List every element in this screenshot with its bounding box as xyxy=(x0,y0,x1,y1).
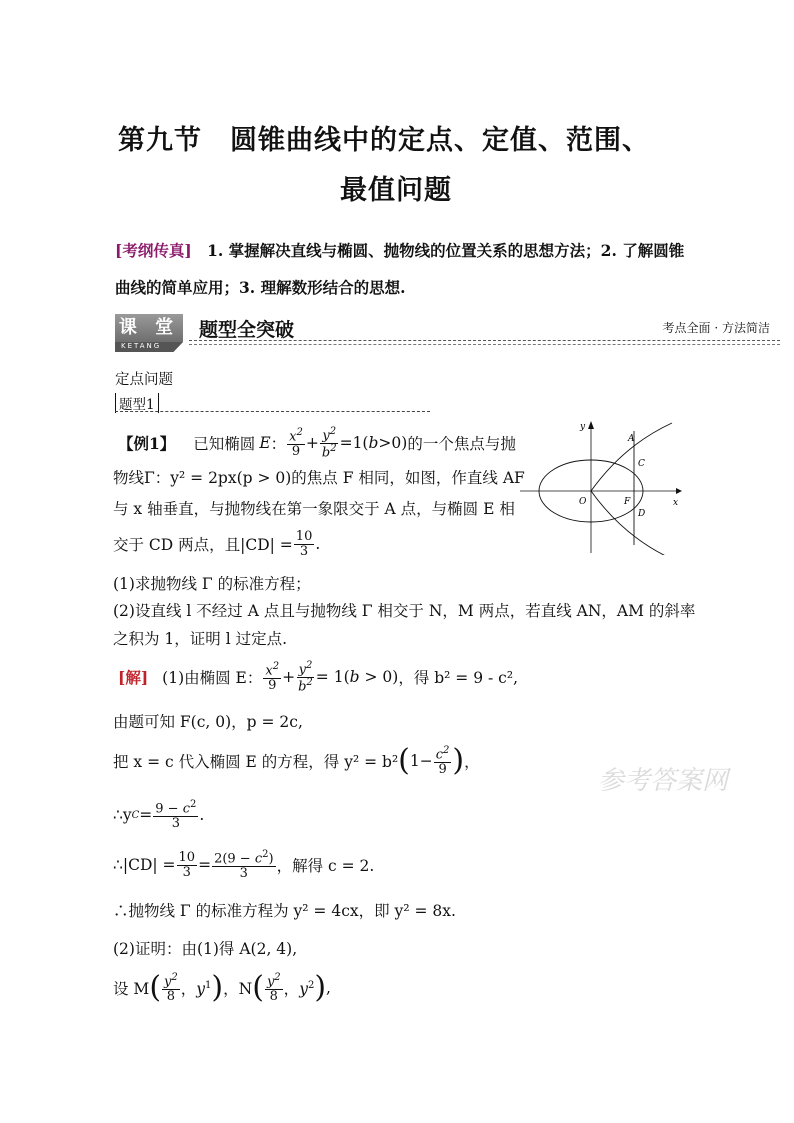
banner-tab-sub: KETANG xyxy=(121,342,162,350)
solution-s3-a: 把 x = c 代入椭圆 E 的方程，得 y² = b² xyxy=(113,753,399,771)
label-o: O xyxy=(579,497,587,507)
label-d: D xyxy=(638,509,646,519)
banner-rule-1 xyxy=(189,340,780,341)
type-rule xyxy=(115,411,430,412)
question-2a: (2)设直线 l 不经过 A 点且与抛物线 Γ 相交于 N，M 两点，若直线 AN，AM 的斜率 xyxy=(113,602,696,620)
type-label: 题型1 xyxy=(115,393,159,413)
solution-line7: (2)证明：由(1)得 A(2, 4), xyxy=(113,940,298,958)
watermark: 参考答案网 xyxy=(598,766,729,796)
page-title-line2: 最值问题 xyxy=(340,175,452,206)
banner-heading: 题型全突破 xyxy=(199,319,295,341)
sol-frac-x: $\frac{x^2}{9}$ xyxy=(265,660,280,693)
y-axis-arrow xyxy=(588,421,594,429)
solution-line3: 把 x = c 代入椭圆 E 的方程，得 y² = b² ( 1− $\frac{c^2}{9}$ ) ， xyxy=(113,743,480,778)
example-line1: 【例1】 已知椭圆 E ： $\frac{x^2}{9}$ + $\frac{y^2}{b^2}$ =1(b>0) 的一个焦点与抛 xyxy=(118,425,516,460)
sol-frac-y: $\frac{y^2}{b^2}$ xyxy=(298,659,313,694)
solution-s8-b: ，N xyxy=(223,980,253,998)
question-1: (1)求抛物线 Γ 的标准方程； xyxy=(113,575,311,593)
example-label: 【例1】 xyxy=(118,434,176,453)
solution-s8-a: 设 M xyxy=(113,980,150,998)
solution-s5-a: ∴|CD| = xyxy=(113,856,176,874)
solution-line5: ∴|CD| = $\frac{10}{3}$ = $\frac{2(9 - c^2)}{3}$ ，解得 c = 2. xyxy=(113,848,375,881)
ellipse-parabola-figure xyxy=(520,415,690,555)
solution-s4-sub: C xyxy=(131,809,140,821)
label-f: F xyxy=(624,497,631,507)
example-line3: 与 x 轴垂直，与抛物线在第一象限交于 A 点，与椭圆 E 相 xyxy=(113,500,515,518)
solution-s1-b: ，得 b² = 9 - c², xyxy=(398,669,518,687)
solution-line8: 设 M ( $\frac{y^2}{8}$ ，$y^1$ ) ，N ( $\frac{y^2}{8}$ ，$y^2$ ) , xyxy=(113,970,331,1005)
sol-frac-m: $\frac{y^2}{8}$ xyxy=(164,971,178,1004)
page-title-line1: 第九节 圆锥曲线中的定点、定值、范围、 xyxy=(118,125,650,156)
sol-frac-10-3: $\frac{10}{3}$ xyxy=(178,849,196,880)
sol-frac-yc: $\frac{9 - c^2}{3}$ xyxy=(155,798,197,831)
banner-right-text: 考点全面 · 方法简洁 xyxy=(662,321,770,335)
solution-s8-c: , xyxy=(326,979,331,997)
question-2b: 之积为 1，证明 l 过定点. xyxy=(113,630,288,648)
syllabus-tag: [考纲传真] xyxy=(115,241,192,260)
label-a: A xyxy=(628,434,635,444)
solution-s3-b: ， xyxy=(464,753,480,771)
section-banner xyxy=(115,312,780,352)
solution-tag: [解] xyxy=(118,668,149,687)
solution-s1-a: (1)由椭圆 E： xyxy=(162,669,263,687)
example-line2: 物线Γ：y² = 2px(p > 0)的焦点 F 相同，如图，作直线 AF xyxy=(113,469,525,487)
solution-line1: [解] (1)由椭圆 E： $\frac{x^2}{9}$ + $\frac{y^2}{b^2}$ = 1(b > 0) ，得 b² = 9 - c², xyxy=(118,659,518,694)
solution-s5-b: ，解得 c = 2. xyxy=(276,857,375,875)
x-axis-arrow xyxy=(676,488,682,494)
sol-frac-c2-9: $\frac{c^2}{9}$ xyxy=(435,744,450,777)
example-l1-a: 已知椭圆 xyxy=(193,435,256,453)
cd-frac: $\frac{10}{3}$ xyxy=(295,528,313,559)
label-c: C xyxy=(638,459,645,469)
section-heading: 定点问题 xyxy=(115,372,173,388)
example-l4-a: 交于 CD 两点，且|CD| = xyxy=(113,536,293,554)
example-l1-b: 的一个焦点与抛 xyxy=(407,435,516,453)
solution-line2: 由题可知 F(c, 0)，p = 2c, xyxy=(113,713,303,731)
syllabus-line2: 曲线的简单应用；3. 理解数形结合的思想. xyxy=(115,278,406,297)
banner-rule-2 xyxy=(189,344,780,345)
solution-s4-a: ∴y xyxy=(113,806,132,824)
example-line4: 交于 CD 两点，且|CD| = $\frac{10}{3}$ . xyxy=(113,528,321,559)
sol-frac-n: $\frac{y^2}{8}$ xyxy=(266,971,281,1004)
syllabus-text-1: 1. 掌握解决直线与椭圆、抛物线的位置关系的思想方法；2. 了解圆锥 xyxy=(207,241,685,260)
solution-s4-b: = xyxy=(139,806,153,824)
banner-tab: 课 堂 xyxy=(115,314,183,342)
solution-line4: ∴y C = $\frac{9 - c^2}{3}$ . xyxy=(113,798,205,831)
solution-line6: ∴抛物线 Γ 的标准方程为 y² = 4cx，即 y² = 8x. xyxy=(113,902,456,920)
ellipse-frac-x: $\frac{x^2}{9}$ xyxy=(289,426,303,459)
label-y: y xyxy=(580,422,586,432)
ellipse-frac-y: $\frac{y^2}{b^2}$ xyxy=(321,425,337,460)
syllabus-line1 xyxy=(115,239,684,261)
sol-frac-2-9-c2: $\frac{2(9 - c^2)}{3}$ xyxy=(214,848,274,881)
label-x: x xyxy=(673,498,679,508)
